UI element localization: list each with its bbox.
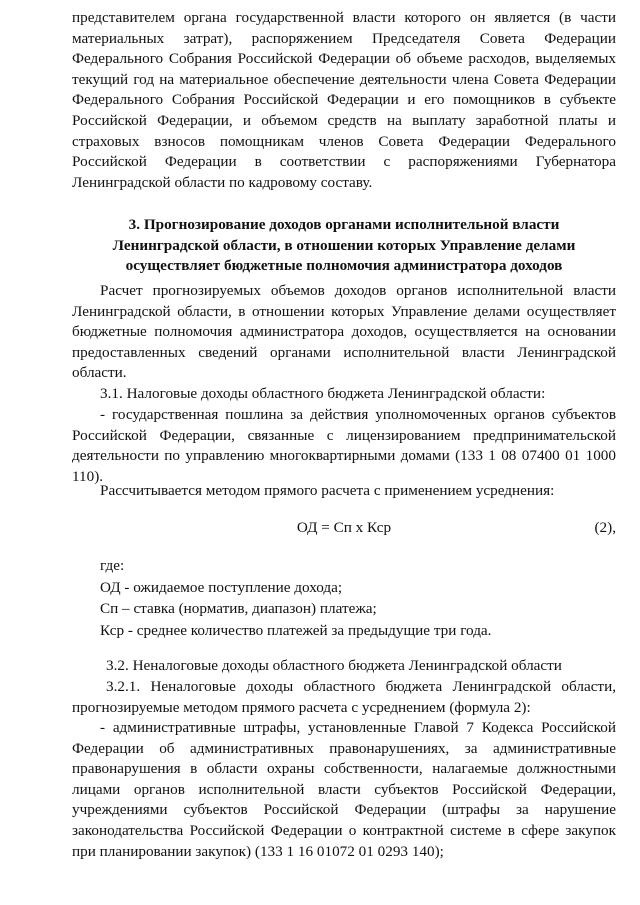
text-line: представителем органа государственной власти которого он является (в части (72, 9, 616, 26)
definitions-block (72, 556, 616, 641)
text-line: Ленинградской области, в отношении которых Управление делами осуществляет (72, 302, 616, 320)
text-line: 3.2. Неналоговые доходы областного бюджета Ленинградской области (106, 657, 562, 674)
text-line: при планировании закупок) (133 1 16 01072 01 0293 140); (72, 842, 444, 860)
text-line: деятельности по управлению многоквартирными домами (133 1 08 07400 01 1000 (72, 447, 616, 465)
section-3-paragraph (72, 281, 616, 384)
text-line: области. (72, 364, 127, 382)
text-line: материальных затрат), распоряжением Председателя Совета Федерации (72, 29, 616, 47)
formula-row (72, 518, 616, 540)
definition-item: ОД - ожидаемое поступление дохода; (100, 578, 343, 596)
formula-number: (2), (594, 519, 616, 536)
text-line: - административные штрафы, установленные Главой 7 Кодекса Российской (100, 719, 616, 736)
subsection-3-2-1-paragraph (72, 677, 616, 718)
text-line: законодательства Российской Федерации о контрактной системе в сфере закупок (72, 821, 616, 839)
text-line: 3.1. Налоговые доходы областного бюджета Ленинградской области: (100, 385, 546, 402)
text-line: Федерации об административных правонарушениях, за административные (72, 739, 616, 757)
subsection-3-2-heading (72, 656, 616, 677)
text-line: бюджетные полномочия администратора доходов, осуществляется на основании (72, 323, 616, 341)
text-line: 110). (72, 467, 104, 485)
section-3-heading (72, 215, 616, 277)
text-line: текущий год на материальное обеспечение деятельности члена Совета Федерации (72, 70, 616, 88)
heading-line: осуществляет бюджетные полномочия администратора доходов (125, 257, 563, 275)
definition-item: Сп – ставка (норматив, диапазон) платежа; (100, 600, 377, 618)
text-line: правонарушения в области охраны собственности, налагаемые должностными (72, 760, 616, 778)
text-line: страховых взносов помощникам членов Совета Федерации Федерального (72, 132, 616, 150)
heading-line: 3. Прогнозирование доходов органами исполнительной власти (128, 216, 560, 233)
definition-item: Кср - среднее количество платежей за предыдущие три года. (100, 621, 492, 639)
text-line: - государственная пошлина за действия уполномоченных органов субъектов (100, 406, 616, 423)
where-label: где: (100, 557, 125, 574)
administrative-fines-item (72, 718, 616, 862)
heading-line: Ленинградской области, в отношении которых Управление делами (112, 236, 576, 254)
formula-expression: ОД = Сп х Кср (296, 519, 392, 536)
text-line: Федерального Собрания Российской Федерации и его помощников в субъекте (72, 91, 616, 109)
text-line: Российской Федерации, и объемом средств на выплату заработной платы и (72, 111, 616, 129)
subsection-3-1-heading (72, 384, 616, 405)
text-line: 3.2.1. Неналоговые доходы областного бюджета Ленинградской области, (106, 678, 616, 695)
text-line: предоставленных сведений органами исполнительной власти Ленинградской (72, 343, 616, 361)
text-line: учреждениями субъектов Российской Федерации (штрафы за нарушение (72, 801, 616, 819)
method-text (72, 481, 616, 502)
text-line: Расчет прогнозируемых объемов доходов органов исполнительной власти (100, 282, 616, 299)
text-line: Российской Федерации в соответствии с распоряжениями Губернатора (72, 153, 616, 171)
subsection-3-1-item (72, 405, 616, 487)
text-line: Федерального Собрания Российской Федерации об объеме расходов, выделяемых (72, 50, 616, 68)
text-line: Рассчитывается методом прямого расчета с применением усреднения: (100, 482, 555, 499)
text-line: Российской Федерации, связанные с лицензированием предпринимательской (72, 426, 616, 444)
text-line: Ленинградской области по кадровому составу. (72, 173, 373, 191)
top-paragraph (72, 8, 616, 193)
text-line: лицами органов исполнительной власти субъектов Российской Федерации, (72, 780, 616, 798)
text-line: прогнозируемые методом прямого расчета с усреднением (формула 2): (72, 698, 531, 716)
